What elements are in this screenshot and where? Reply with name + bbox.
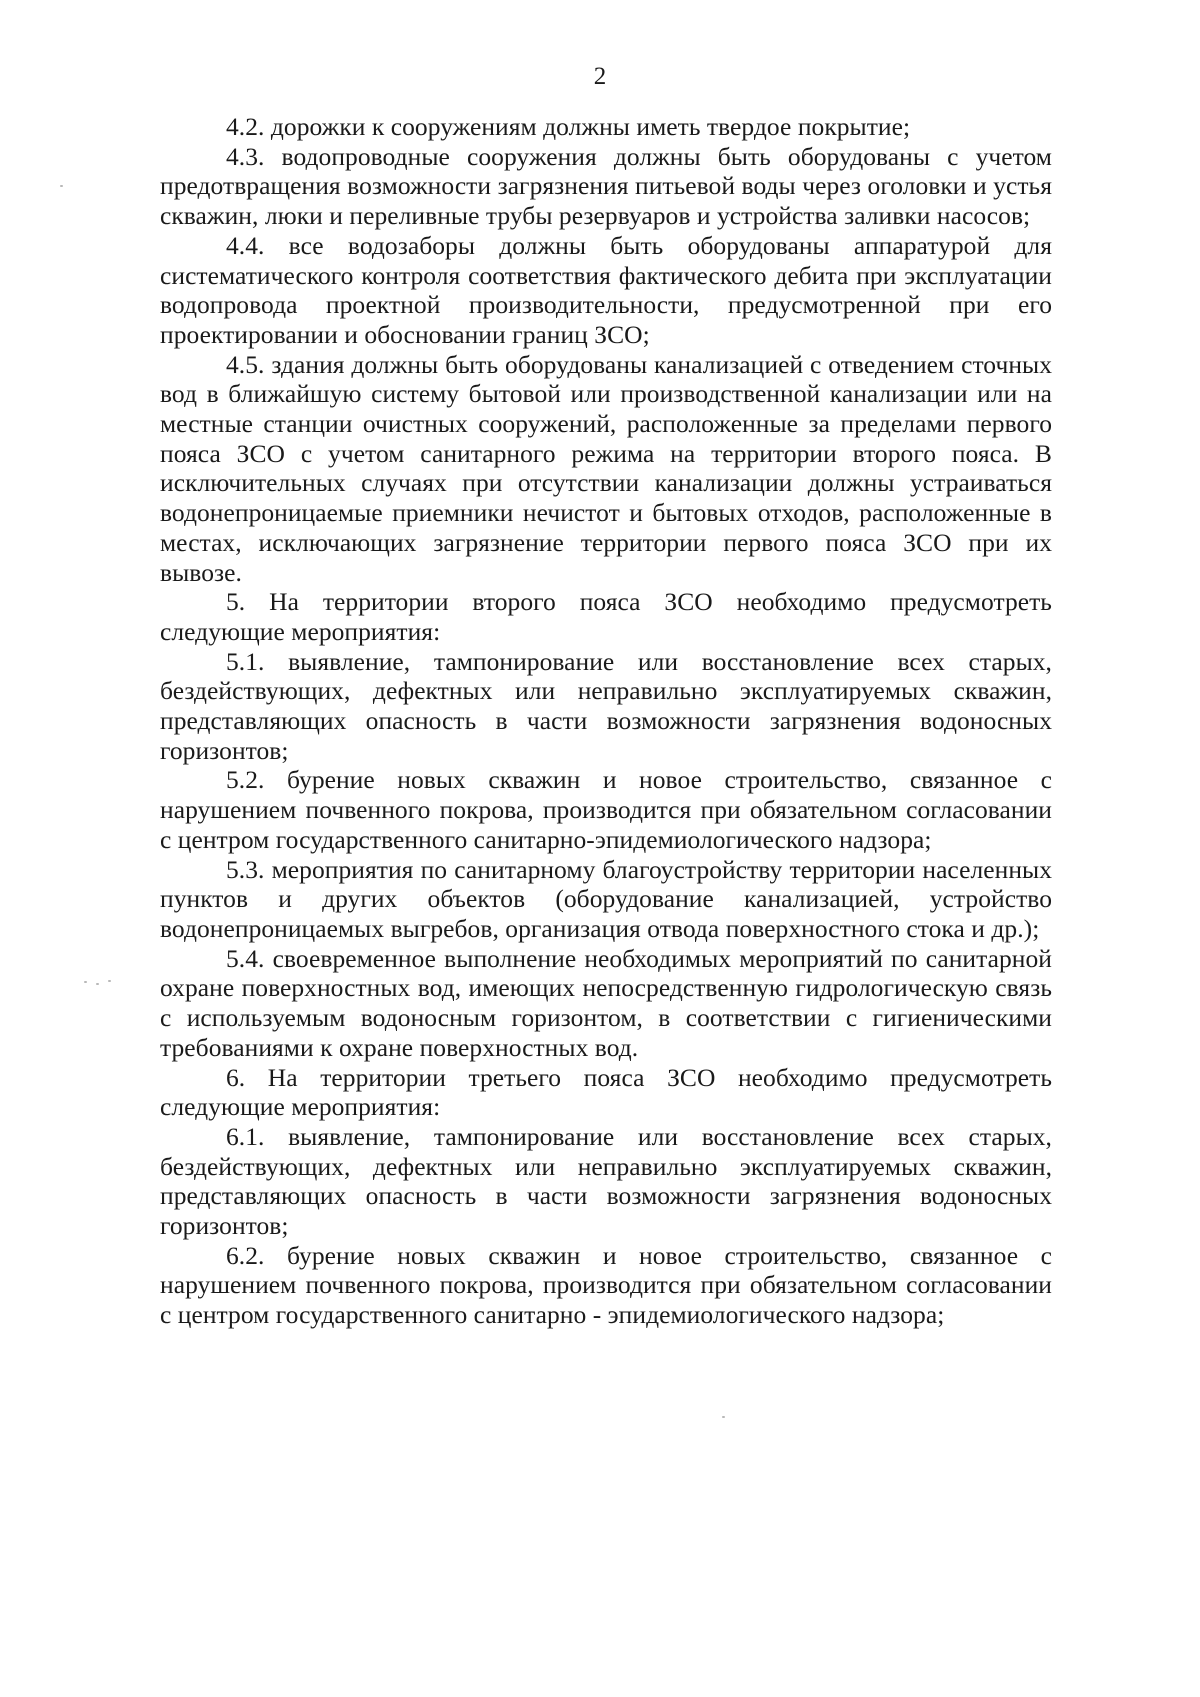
page-number: 2 [593, 63, 607, 90]
paragraph-6-2: 6.2. бурение новых скважин и новое строительство, связанное с нарушением почвенного покрова, производится при обязательном согласовании с центром государственного санитарно - эпидемиологического надзора; [160, 1240, 1052, 1330]
scan-speck [108, 980, 111, 982]
scan-speck [96, 983, 99, 985]
paragraph-4-2: 4.2. дорожки к сооружениям должны иметь твердое покрытие; [226, 112, 911, 141]
paragraph-5-3: 5.3. мероприятия по санитарному благоустройству территории населенных пунктов и других объектов (оборудование канализацией, устройство водонепроницаемых выгребов, организация отвода поверхностного стока и др.); [160, 854, 1052, 943]
document-body [160, 112, 1052, 1330]
scan-speck [84, 981, 87, 983]
paragraph-6-1: 6.1. выявление, тампонирование или восстановление всех старых, бездействующих, дефектных или неправильно эксплуатируемых скважин, представляющих опасность в части возможности загрязнения водоносных горизонтов; [160, 1121, 1052, 1241]
scan-speck [60, 185, 63, 187]
paragraph-4-5: 4.5. здания должны быть оборудованы канализацией с отведением сточных вод в ближайшую систему бытовой или производственной канализации или на местные станции очистных сооружений, расположенные за пределами первого пояса ЗСО с учетом санитарного режима на территории второго пояса. В исключительных случаях при отсутствии канализации должны устраиваться водонепроницаемые приемники нечистот и бытовых отходов, расположенные в местах, исключающих загрязнение территории первого пояса ЗСО при их вывозе. [160, 349, 1052, 587]
paragraph-5-2: 5.2. бурение новых скважин и новое строительство, связанное с нарушением почвенного покрова, производится при обязательном согласовании с центром государственного санитарно-эпидемиологического надзора; [160, 765, 1052, 854]
paragraph-5-1: 5.1. выявление, тампонирование или восстановление всех старых, бездействующих, дефектных или неправильно эксплуатируемых скважин, представляющих опасность в части возможности загрязнения водоносных горизонтов; [160, 646, 1052, 765]
paragraph-4-4: 4.4. все водозаборы должны быть оборудованы аппаратурой для систематического контроля соответствия фактического дебита при эксплуатации водопровода проектной производительности, предусмотренной при его проектировании и обосновании границ ЗСО; [160, 230, 1052, 349]
paragraph-4-3: 4.3. водопроводные сооружения должны быть оборудованы с учетом предотвращения возможности загрязнения питьевой воды через оголовки и устья скважин, люки и переливные трубы резервуаров и устройства заливки насосов; [160, 141, 1052, 231]
scan-speck [722, 1416, 725, 1418]
paragraph-5: 5. На территории второго пояса ЗСО необходимо предусмотреть следующие мероприятия: [160, 587, 1052, 646]
paragraph-5-4: 5.4. своевременное выполнение необходимых мероприятий по санитарной охране поверхностных вод, имеющих непосредственную гидрологическую связь с используемым водоносным горизонтом, в соответствии с гигиеническими требованиями к охране поверхностных вод. [160, 943, 1052, 1062]
paragraph-6: 6. На территории третьего пояса ЗСО необходимо предусмотреть следующие мероприятия: [160, 1062, 1052, 1122]
